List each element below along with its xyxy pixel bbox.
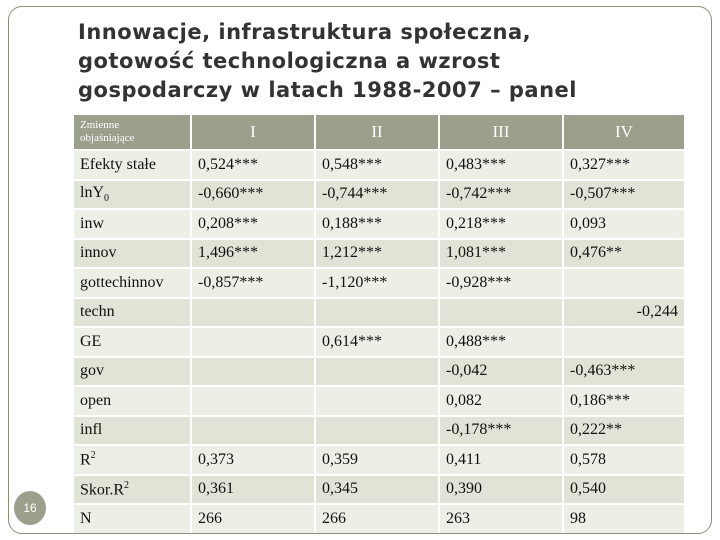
row-label: techn bbox=[74, 299, 190, 327]
table-cell bbox=[440, 299, 562, 327]
table-cell: 0,614*** bbox=[316, 328, 438, 356]
table-cell: 0,186*** bbox=[564, 387, 684, 415]
row-label: Efekty stałe bbox=[74, 151, 190, 179]
row-label bbox=[74, 476, 190, 504]
table-cell: 0,578 bbox=[564, 446, 684, 474]
table-cell: -0,244 bbox=[564, 299, 684, 327]
table-cell: 263 bbox=[440, 505, 562, 533]
table-cell: 0,218*** bbox=[440, 210, 562, 238]
table-cell: -0,744*** bbox=[316, 181, 438, 209]
table-cell: 0,483*** bbox=[440, 151, 562, 179]
table-row bbox=[74, 210, 684, 238]
table-cell: 0,093 bbox=[564, 210, 684, 238]
header-label-line: objaśniające bbox=[80, 132, 135, 144]
row-label-main: Skor.R bbox=[80, 480, 125, 498]
row-label: innov bbox=[74, 240, 190, 268]
row-label-main: R bbox=[80, 451, 91, 469]
table-cell: -0,507*** bbox=[564, 181, 684, 209]
table-cell: 0,188*** bbox=[316, 210, 438, 238]
table-header-row bbox=[74, 115, 684, 149]
table-cell: -0,178*** bbox=[440, 417, 562, 445]
table-cell: -0,660*** bbox=[192, 181, 314, 209]
table-row bbox=[74, 446, 684, 474]
table-cell: -0,042 bbox=[440, 358, 562, 386]
table-row bbox=[74, 299, 684, 327]
table-row bbox=[74, 476, 684, 504]
row-label: gov bbox=[74, 358, 190, 386]
title-line: Innowacje, infrastruktura społeczna, bbox=[78, 20, 532, 44]
table-cell bbox=[564, 269, 684, 297]
page-number-badge bbox=[14, 491, 46, 525]
table-cell: 0,540 bbox=[564, 476, 684, 504]
page-number: 16 bbox=[23, 501, 37, 515]
table-cell: 0,488*** bbox=[440, 328, 562, 356]
row-label bbox=[74, 181, 190, 209]
table-cell bbox=[316, 299, 438, 327]
header-label-cell bbox=[74, 115, 190, 149]
table-cell: 0,476** bbox=[564, 240, 684, 268]
table-cell: -1,120*** bbox=[316, 269, 438, 297]
table-cell: -0,463*** bbox=[564, 358, 684, 386]
table-cell: 1,212*** bbox=[316, 240, 438, 268]
table-cell: 1,496*** bbox=[192, 240, 314, 268]
table-cell: 0,373 bbox=[192, 446, 314, 474]
row-label: GE bbox=[74, 328, 190, 356]
table-row bbox=[74, 358, 684, 386]
row-label: inw bbox=[74, 210, 190, 238]
table-cell: 0,082 bbox=[440, 387, 562, 415]
table-cell: 0,327*** bbox=[564, 151, 684, 179]
table-cell bbox=[192, 299, 314, 327]
row-label-subscript: 0 bbox=[104, 193, 109, 205]
table-cell: 0,411 bbox=[440, 446, 562, 474]
table-cell: 0,390 bbox=[440, 476, 562, 504]
table-cell: 0,359 bbox=[316, 446, 438, 474]
column-header: III bbox=[440, 115, 562, 149]
table-cell: 0,345 bbox=[316, 476, 438, 504]
row-label: infl bbox=[74, 417, 190, 445]
table-row bbox=[74, 387, 684, 415]
title-line: gospodarczy w latach 1988-2007 – panel bbox=[78, 78, 577, 102]
table-cell: 0,208*** bbox=[192, 210, 314, 238]
table-cell bbox=[192, 387, 314, 415]
table-row bbox=[74, 181, 684, 209]
regression-table bbox=[72, 113, 686, 535]
row-label-superscript: 2 bbox=[90, 450, 96, 462]
table-cell bbox=[564, 328, 684, 356]
table-cell: -0,857*** bbox=[192, 269, 314, 297]
table-row bbox=[74, 269, 684, 297]
table-cell: 0,361 bbox=[192, 476, 314, 504]
table-cell: 0,548*** bbox=[316, 151, 438, 179]
row-label-main: lnY bbox=[80, 184, 104, 202]
table-row bbox=[74, 240, 684, 268]
column-header: IV bbox=[564, 115, 684, 149]
table-cell: 0,524*** bbox=[192, 151, 314, 179]
table-cell: 266 bbox=[192, 505, 314, 533]
row-label: N bbox=[74, 505, 190, 533]
table-cell bbox=[192, 358, 314, 386]
table-cell bbox=[316, 387, 438, 415]
table-row bbox=[74, 417, 684, 445]
table-cell bbox=[316, 358, 438, 386]
table-row bbox=[74, 151, 684, 179]
slide-title bbox=[78, 18, 678, 105]
table-cell bbox=[192, 417, 314, 445]
row-label-superscript: 2 bbox=[124, 479, 130, 491]
row-label: open bbox=[74, 387, 190, 415]
table-cell bbox=[316, 417, 438, 445]
table-cell bbox=[192, 328, 314, 356]
table-cell: -0,742*** bbox=[440, 181, 562, 209]
table-row bbox=[74, 505, 684, 533]
table-cell: 266 bbox=[316, 505, 438, 533]
table-cell: 1,081*** bbox=[440, 240, 562, 268]
row-label bbox=[74, 446, 190, 474]
column-header: II bbox=[316, 115, 438, 149]
table-row bbox=[74, 328, 684, 356]
row-label: gottechinnov bbox=[74, 269, 190, 297]
title-line: gotowość technologiczna a wzrost bbox=[78, 49, 501, 73]
column-header: I bbox=[192, 115, 314, 149]
header-label-line: Zmienne bbox=[80, 119, 120, 131]
table-cell: 98 bbox=[564, 505, 684, 533]
table-cell: -0,928*** bbox=[440, 269, 562, 297]
table-cell: 0,222** bbox=[564, 417, 684, 445]
